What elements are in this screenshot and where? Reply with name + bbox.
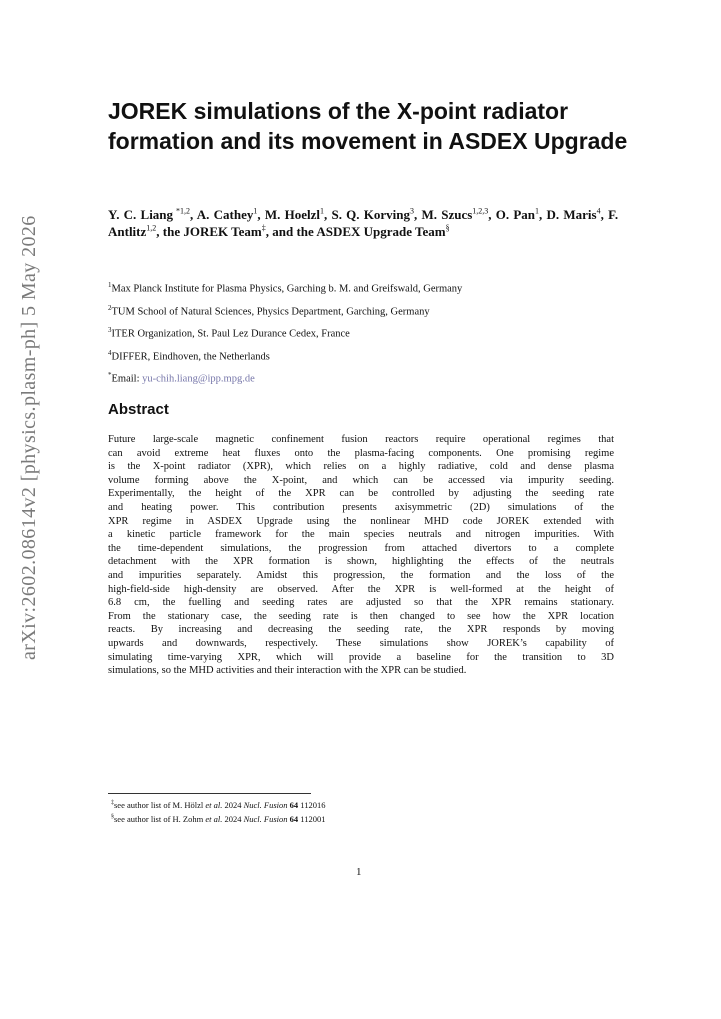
abstract-line: a kinetic particle framework for the main species neutrals and nitrogen impurities. With <box>108 529 614 541</box>
author: M. Szucs$^{1,2,3}$ <box>421 206 489 222</box>
affiliation-item: $^4$DIFFER, Eindhoven, the Netherlands <box>108 348 270 362</box>
abstract-line: From the stationary case, the seeding rate is then changed to see how the XPR location <box>108 610 614 622</box>
abstract-line: and impurities separately. Amidst this progression, the formation and the loss of the <box>108 569 614 581</box>
footnote-item: §see author list of H. Zohm et al. 2024 Nucl. Fusion 64 112001 <box>111 813 326 824</box>
abstract-line: XPR regime in ASDEX Upgrade using the nonlinear MHD code JOREK extended with <box>108 515 614 527</box>
page-number: 1 <box>356 866 362 878</box>
footnotes <box>111 797 591 825</box>
abstract-line: reacts. By increasing and decreasing the seeding rate, the XPR responds by moving <box>108 624 614 636</box>
abstract-line: high-field-side high-density are observed. After the XPR is well-formed at the height of <box>108 583 614 595</box>
footnote-divider <box>108 793 311 794</box>
author: D. Maris$^4$ <box>546 206 601 222</box>
abstract-line: Future large-scale magnetic confinement fusion reactors require operational regimes that <box>108 434 614 445</box>
author: O. Pan$^1$ <box>495 206 540 222</box>
abstract-line: upwards and downwards, respectively. These simulations show JOREK’s capability of <box>108 637 614 649</box>
abstract-line: Experimentally, the height of the XPR can be controlled by adjusting the seeding rate <box>108 488 614 500</box>
author: Y. C. Liang $^{*1,2}$ <box>108 206 191 222</box>
abstract-line: and heating power. This contribution presents axisymmetric (2D) simulations of the <box>108 501 614 513</box>
author-list: Y. C. Liang $^{*1,2}$, A. Cathey$^1$, M. Hoelzl$^1$, S. Q. Korving$^3$, M. Szucs$^{1,2,3}$, O. Pan$^1$, D. Maris$^4$, F. Antlitz$^{1,2}$, the JOREK Team‡, and the ASDEX Upgrade Team§ <box>108 206 619 239</box>
author: the JOREK Team‡ <box>162 223 266 239</box>
abstract-line: simulating time-varying XPR, which will provide a baseline for the transition to 3D <box>108 651 614 663</box>
footnote-item: ‡see author list of M. Hölzl et al. 2024 Nucl. Fusion 64 112016 <box>111 799 326 810</box>
abstract-line: volume forming above the X-point, and which can be accessed via impurity seeding. <box>108 474 614 486</box>
email-link[interactable]: yu-chih.liang@ipp.mpg.de <box>142 373 255 385</box>
abstract-body <box>108 433 614 678</box>
abstract-line: the time-dependent simulations, the progression from attached divertors to a complete <box>108 542 614 554</box>
author-conjunction: and <box>272 224 294 239</box>
affiliation-item: $^3$ITER Organization, St. Paul Lez Durance Cedex, France <box>108 326 350 340</box>
affiliation-item: $^2$TUM School of Natural Sciences, Physics Department, Garching, Germany <box>108 303 430 317</box>
author: S. Q. Korving$^3$ <box>331 206 414 222</box>
abstract-line: detachment with the XPR formation is shown, highlighting the effects of the neutrals <box>108 556 614 568</box>
abstract-heading: Abstract <box>108 401 169 418</box>
abstract-line: is the X-point radiator (XPR), which relies on a highly radiative, cold and dense plasma <box>108 461 614 473</box>
paper-title: JOREK simulations of the X-point radiator formation and its movement in ASDEX Upgrade <box>108 98 628 154</box>
author: the ASDEX Upgrade Team§ <box>296 223 450 239</box>
abstract-line: can avoid extreme heat fluxes onto the plasma-facing components. One promising regime <box>108 447 614 459</box>
arxiv-identifier-stamp: arXiv:2602.08614v2 [physics.plasm-ph] 5 May 2026 <box>18 215 40 660</box>
affiliation-item: $^1$Max Planck Institute for Plasma Physics, Garching b. M. and Greifswald, Germany <box>108 281 463 295</box>
abstract-line: simulations, so the MHD activities and their interaction with the XPR can be studied. <box>108 665 467 677</box>
email-line: *Email: yu-chih.liang@ipp.mpg.de <box>108 371 255 385</box>
author: M. Hoelzl$^1$ <box>264 206 324 222</box>
author: F. Antlitz$^{1,2}$ <box>108 207 619 239</box>
affiliation-list <box>108 276 618 389</box>
author: A. Cathey$^1$ <box>196 206 258 222</box>
abstract-line: 6.8 cm, the fuelling and seeding rates are adjusted so that the XPR remains stationary. <box>108 597 614 609</box>
